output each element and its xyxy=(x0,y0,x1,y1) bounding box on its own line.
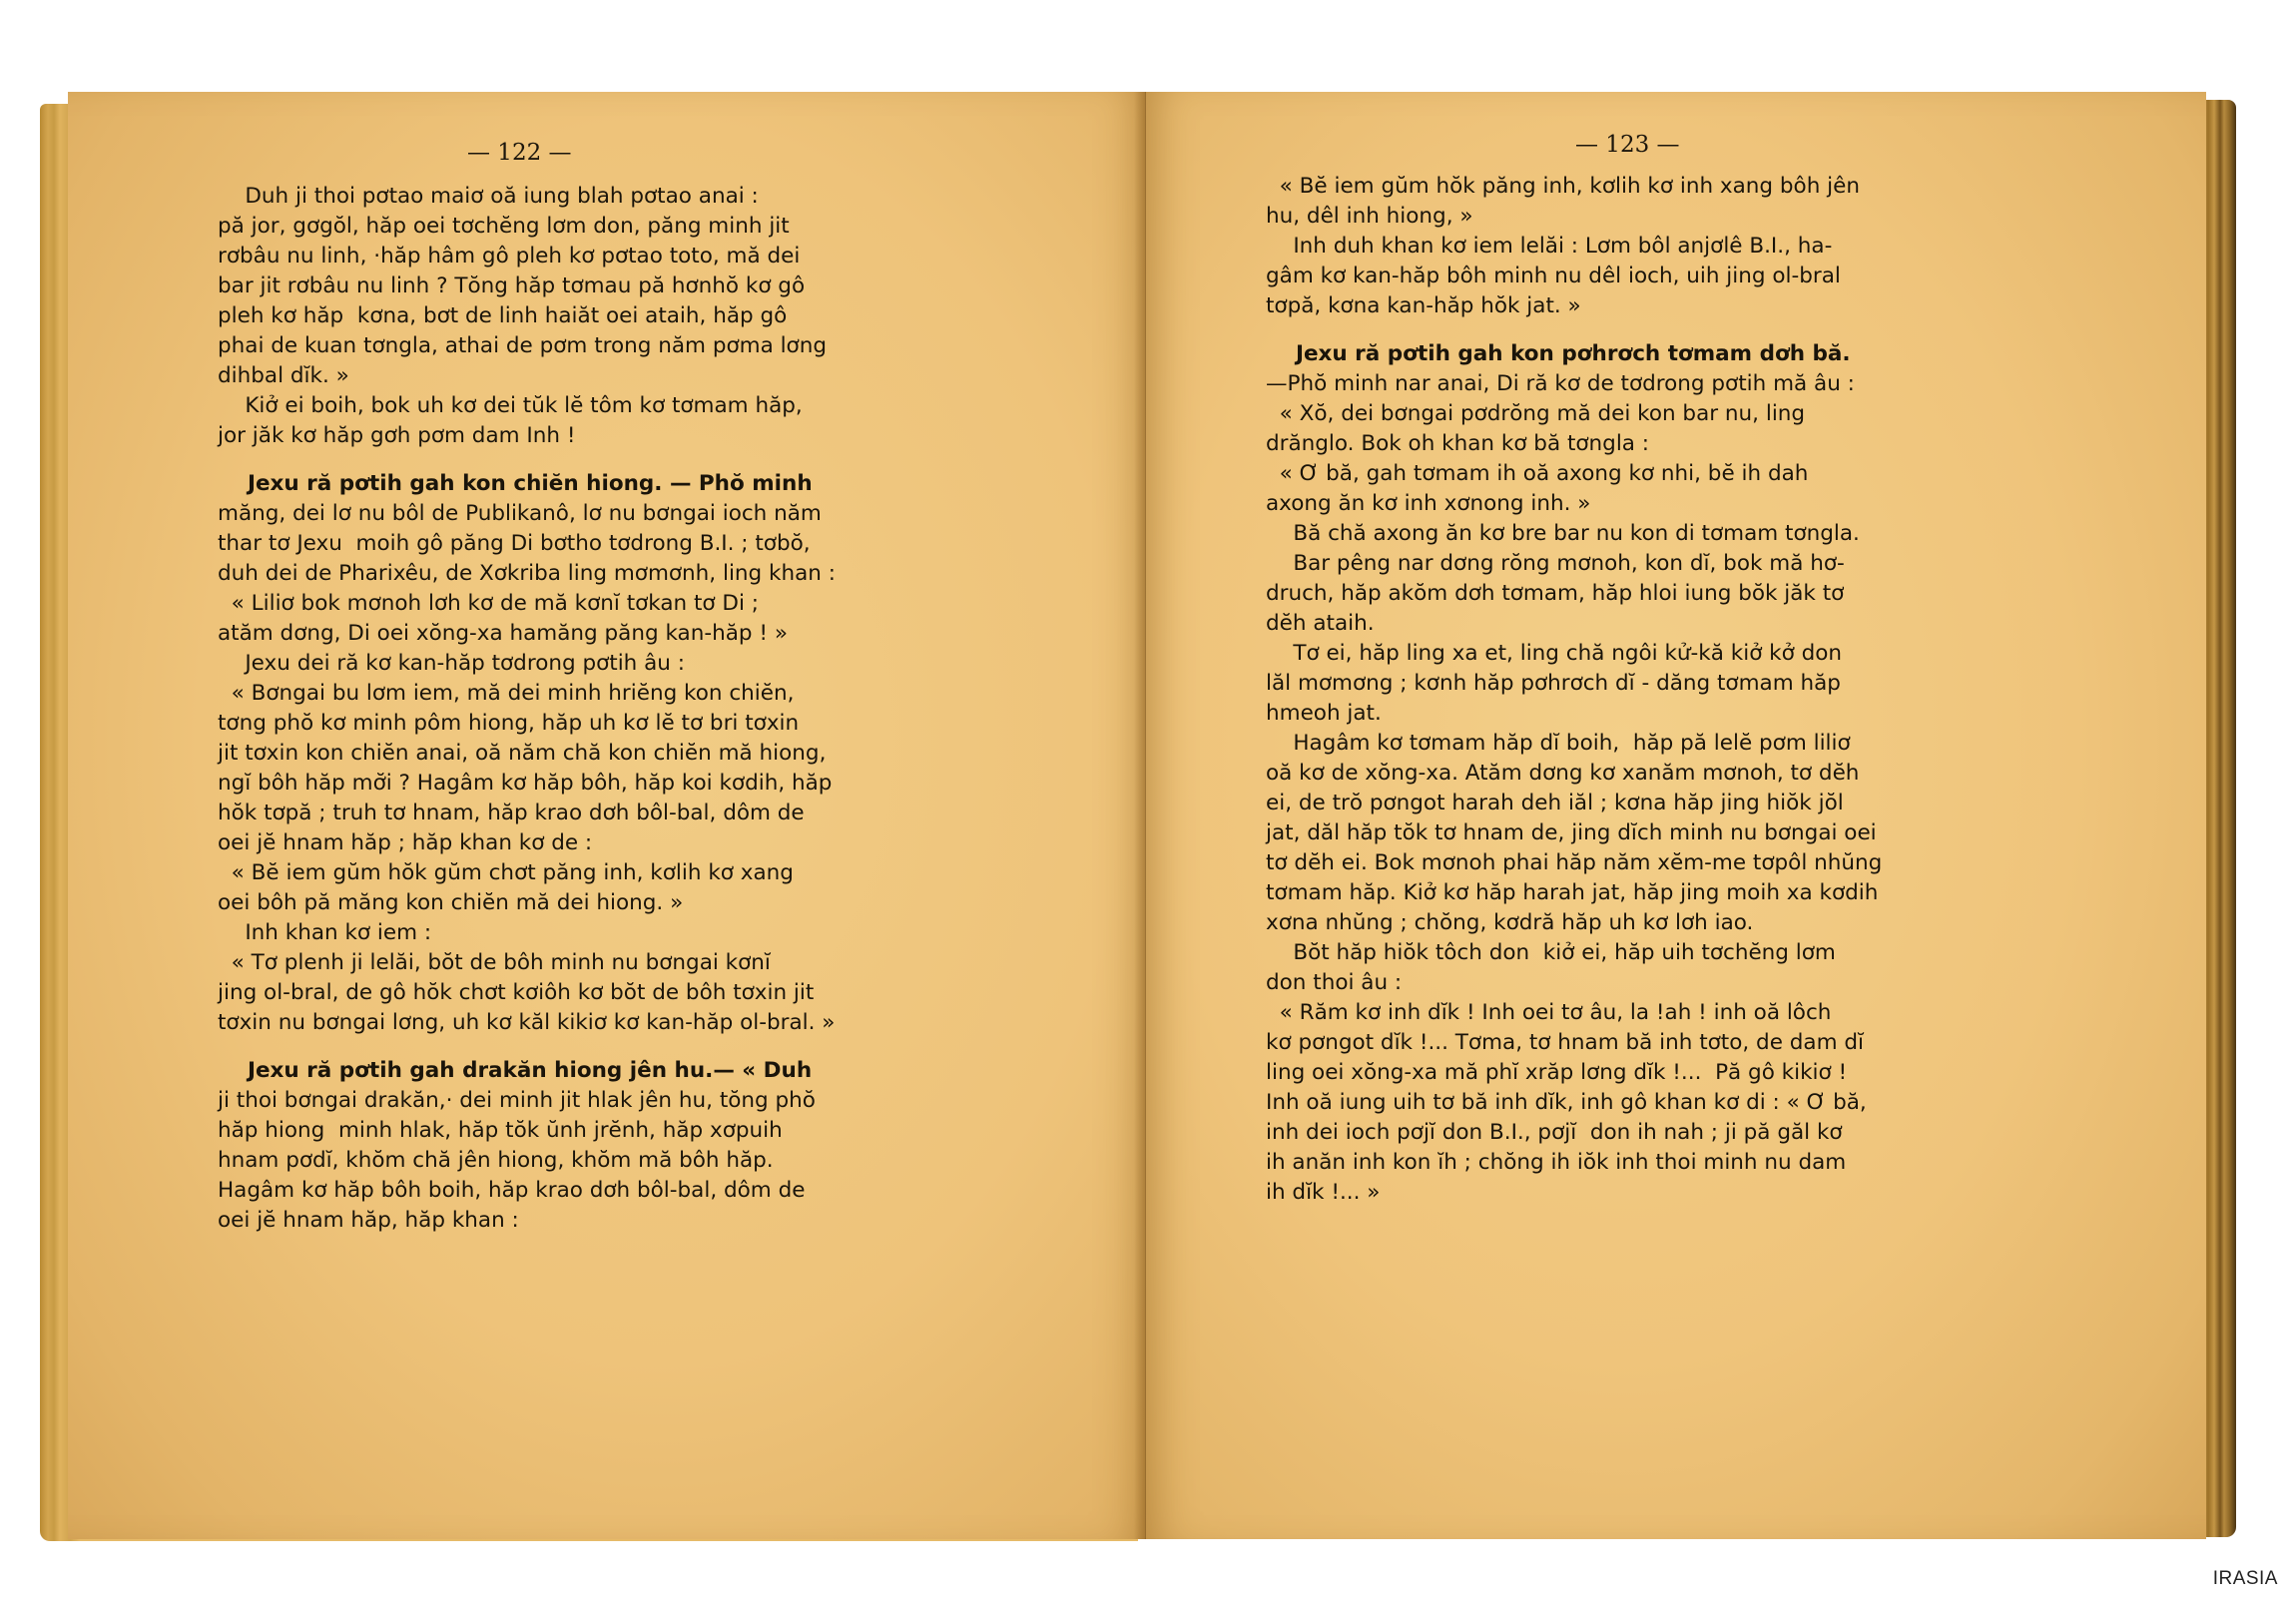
text-line: jat, dăl hăp tŏk tơ hnam de, jing dĭch minh nu bơngai oei xyxy=(1266,820,1877,845)
text-line: don thoi âu : xyxy=(1266,970,1403,995)
text-line: Inh oă iung uih tơ bă inh dĭk, inh gô khan kơ di : « Ơ bă, xyxy=(1266,1090,1867,1115)
text-line: Bŏt hăp hiŏk tôch don kiở ei, hăp uih tơchĕng lơm xyxy=(1266,940,1836,965)
text-line: drănglo. Bok oh khan kơ bă tơngla : xyxy=(1266,431,1650,456)
text-line: bar jit rơbâu nu linh ? Tŏng hăp tơmau pă hơnhŏ kơ gô xyxy=(218,273,806,298)
text-line: dĕh ataih. xyxy=(1266,611,1375,636)
text-line: axong ăn kơ inh xơnong inh. » xyxy=(1266,491,1591,516)
text-line: pleh kơ hăp kơna, bơt de linh haiăt oei ataih, hăp gô xyxy=(218,303,788,328)
text-line: oei jĕ hnam hăp ; hăp khan kơ de : xyxy=(218,830,593,855)
text-line: gâm kơ kan-hăp bôh minh nu dêl ioch, uih jing ol-bral xyxy=(1266,264,1841,288)
text-line: thar tơ Jexu moih gô păng Di bơtho tơdrong B.I. ; tơbŏ, xyxy=(218,531,811,556)
text-line: oei bôh pă măng kon chiĕn mă dei hiong. » xyxy=(218,890,684,915)
text-line: duh dei de Pharixêu, de Xơkriba ling mơmơnh, ling khan : xyxy=(218,561,836,586)
text-line: Tơ ei, hăp ling xa et, ling chă ngôi kử-kă kiở kở don xyxy=(1266,641,1843,666)
text-line: Hagâm kơ tơmam hăp dĭ boih, hăp pă lelĕ pơm liliơ xyxy=(1266,731,1851,756)
text-line: oă kơ de xŏng-xa. Atăm dơng kơ xanăm mơnoh, tơ dĕh xyxy=(1266,761,1860,786)
paragraph-gap xyxy=(1266,321,1882,339)
text-line: rơbâu nu linh, ·hăp hâm gô pleh kơ pơtao toto, mă dei xyxy=(218,244,801,269)
text-line: Hagâm kơ hăp bôh boih, hăp krao dơh bôl-bal, dôm de xyxy=(218,1178,806,1203)
text-line: hăp hiong minh hlak, hăp tŏk ŭnh jrĕnh, hăp xơpuih xyxy=(218,1118,783,1143)
paragraph-gap xyxy=(218,451,836,469)
right-page xyxy=(1146,92,2206,1539)
text-line: tơ dĕh ei. Bok mơnoh phai hăp năm xĕm-me tơpôl nhŭng xyxy=(1266,850,1883,875)
text-line: jit tơxin kon chiĕn anai, oă năm chă kon chiĕn mă hiong, xyxy=(218,741,827,766)
text-line: tơmam hăp. Kiở kơ hăp harah jat, hăp jing moih xa kơdih xyxy=(1266,880,1879,905)
text-line: druch, hăp akŏm dơh tơmam, hăp hloi iung bŏk jăk tơ xyxy=(1266,581,1845,606)
text-line: tơng phŏ kơ minh pôm hiong, hăp uh kơ lĕ tơ bri tơxin xyxy=(218,711,800,736)
text-line: hŏk tơpă ; truh tơ hnam, hăp krao dơh bôl-bal, dôm de xyxy=(218,801,805,825)
text-line: « Răm kơ inh dĭk ! Inh oei tơ âu, la !ah ! inh oă lôch xyxy=(1266,1000,1832,1025)
text-line: ling oei xŏng-xa mă phĭ xrăp lơng dĭk !... Pă gô kikiơ ! xyxy=(1266,1060,1848,1085)
text-line: ji thoi bơngai drakăn,· dei minh jit hlak jên hu, tŏng phŏ xyxy=(218,1088,816,1113)
text-line: « Bĕ iem gŭm hŏk gŭm chơt păng inh, kơlih kơ xang xyxy=(218,860,794,885)
section-heading-line: Jexu ră pơtih gah kon pơhrơch tơmam dơh bă. xyxy=(1266,341,1851,366)
text-line: ngĭ bôh hăp mơ̆i ? Hagâm kơ hăp bôh, hăp koi kơdih, hăp xyxy=(218,771,833,796)
text-line: « Xŏ, dei bơngai pơdrŏng mă dei kon bar nu, ling xyxy=(1266,401,1806,426)
text-line: hmeoh jat. xyxy=(1266,701,1382,726)
left-page-text xyxy=(218,182,836,1236)
right-page-text xyxy=(1266,172,1882,1208)
text-line: măng, dei lơ nu bôl de Publikanô, lơ nu bơngai ioch năm xyxy=(218,501,822,526)
text-line: inh dei ioch pơjĭ don B.I., pơjĭ don ih nah ; ji pă găl kơ xyxy=(1266,1120,1843,1145)
text-line: pă jor, gơgŏl, hăp oei tơchĕng lơm don, păng minh jit xyxy=(218,214,790,239)
text-line: hu, dêl inh hiong, » xyxy=(1266,204,1473,229)
text-line: « Bĕ iem gŭm hŏk păng inh, kơlih kơ inh xang bôh jên xyxy=(1266,174,1860,199)
paragraph-gap xyxy=(218,1038,836,1056)
section-heading-line: Jexu ră pơtih gah kon chiĕn hiong. — Phŏ minh xyxy=(218,471,813,496)
text-line: tơpă, kơna kan-hăp hŏk jat. » xyxy=(1266,293,1581,318)
text-line: Duh ji thoi pơtao maiơ oă iung blah pơtao anai : xyxy=(218,184,759,209)
text-line: Bar pêng nar dơng rŏng mơnoh, kon dĭ, bok mă hơ- xyxy=(1266,551,1845,576)
text-line: « Liliơ bok mơnoh lơh kơ de mă kơnĭ tơkan tơ Di ; xyxy=(218,591,760,616)
text-line: hnam pơdĭ, khŏm chă jên hiong, khŏm mă bôh hăp. xyxy=(218,1148,774,1173)
text-line: Bă chă axong ăn kơ bre bar nu kon di tơmam tơngla. xyxy=(1266,521,1860,546)
text-line: « Ơ bă, gah tơmam ih oă axong kơ nhi, bĕ ih dah xyxy=(1266,461,1809,486)
text-line: oei jĕ hnam hăp, hăp khan : xyxy=(218,1208,519,1233)
text-line: jing ol-bral, de gô hŏk chơt kơiôh kơ bŏt de bôh tơxin jit xyxy=(218,980,815,1005)
text-line: lăl mơmơng ; kơnh hăp pơhrơch dĭ - dăng tơmam hăp xyxy=(1266,671,1841,696)
text-line: phai de kuan tơngla, athai de pơm trong năm pơma lơng xyxy=(218,333,827,358)
text-line: —Phŏ minh nar anai, Di ră kơ de tơdrong pơtih mă âu : xyxy=(1266,371,1855,396)
text-line: Inh khan kơ iem : xyxy=(218,920,432,945)
text-line: jor jăk kơ hăp gơh pơm dam Inh ! xyxy=(218,423,576,448)
text-line: tơxin nu bơngai lơng, uh kơ kăl kikiơ kơ kan-hăp ol-bral. » xyxy=(218,1010,836,1035)
text-line: Inh duh khan kơ iem lelăi : Lơm bôl anjơlê B.I., ha- xyxy=(1266,234,1833,259)
right-page-number: — 123 — xyxy=(1575,132,1680,158)
text-line: xơna nhŭng ; chŏng, kơdră hăp uh kơ lơh iao. xyxy=(1266,910,1754,935)
text-line: « Bơngai bu lơm iem, mă dei minh hriĕng kon chiĕn, xyxy=(218,681,795,706)
text-line: « Tơ plenh ji lelăi, bŏt de bôh minh nu bơngai kơnĭ xyxy=(218,950,771,975)
section-heading-line: Jexu ră pơtih gah drakăn hiong jên hu.— « Duh xyxy=(218,1058,813,1083)
text-line: dihbal dĭk. » xyxy=(218,363,349,388)
text-line: ei, de trŏ pơngot harah deh iăl ; kơna hăp jing hiŏk jŏl xyxy=(1266,791,1844,815)
text-line: ih dĭk !... » xyxy=(1266,1180,1381,1205)
text-line: ih anăn inh kon ĭh ; chŏng ih iŏk inh thoi minh nu dam xyxy=(1266,1150,1847,1175)
watermark: IRASIA xyxy=(2212,1568,2278,1589)
left-page xyxy=(68,92,1146,1539)
text-line: Kiở ei boih, bok uh kơ dei tŭk lĕ tôm kơ tơmam hăp, xyxy=(218,393,803,418)
text-line: kơ pơngot dĭk !... Tơma, tơ hnam bă inh tơto, de dam dĭ xyxy=(1266,1030,1864,1055)
left-page-number: — 122 — xyxy=(467,140,572,166)
open-book xyxy=(40,92,2236,1569)
text-line: atăm dơng, Di oei xŏng-xa hamăng păng kan-hăp ! » xyxy=(218,621,788,646)
text-line: Jexu dei ră kơ kan-hăp tơdrong pơtih âu : xyxy=(218,651,686,676)
